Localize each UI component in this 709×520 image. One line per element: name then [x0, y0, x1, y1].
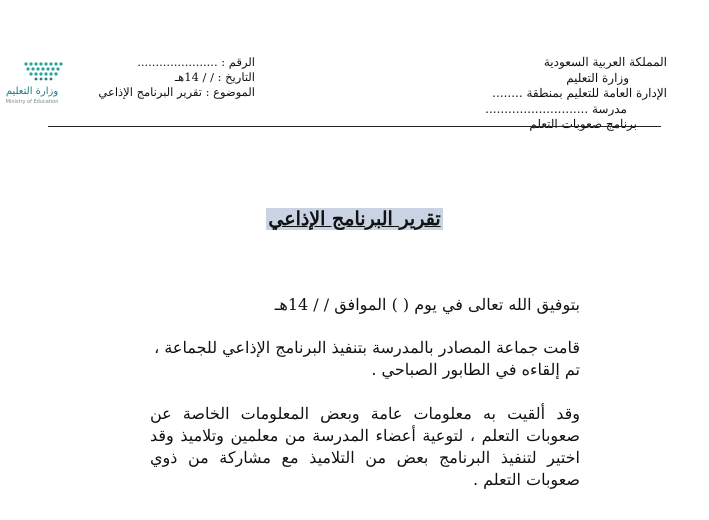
logo-text: وزارة التعليم [5, 86, 59, 97]
report-title [0, 208, 709, 230]
report-body [150, 294, 580, 491]
ministry-logo-icon [22, 60, 68, 82]
reference-subject: الموضوع : تقرير البرنامج الإذاعي [98, 85, 255, 99]
header-divider [48, 126, 661, 127]
report-paragraph-execution: قامت جماعة المصادر بالمدرسة بتنفيذ البرنامج الإذاعي للجماعة ، تم إلقاءه في الطابور الصباحي . [154, 338, 580, 379]
header-directorate: الإدارة العامة للتعليم بمنطقة ........ [492, 86, 667, 100]
header-ministry: وزارة التعليم [566, 70, 629, 85]
reference-number: الرقم : ...................... [137, 55, 255, 69]
header-kingdom: المملكة العربية السعودية [543, 55, 667, 69]
header-school-info [407, 55, 667, 133]
reference-date: التاريخ : / / 14هـ [174, 70, 255, 84]
header-program: برنامج صعوبات التعلم [529, 117, 637, 131]
ministry-logo [0, 58, 78, 104]
report-title-text: تقرير البرنامج الإذاعي [268, 208, 441, 230]
logo-subtext: Ministry of Education [5, 99, 59, 105]
report-paragraph-date: بتوفيق الله تعالى في يوم ( ) الموافق / / 14هـ [274, 295, 580, 314]
header-school: مدرسة ........................... [485, 101, 627, 116]
report-paragraph-content: وقد ألقيت به معلومات عامة وبعض المعلومات الخاصة عن صعوبات التعلم ، لتوعية أعضاء المدرسة من معلمين وتلاميذ وقد اختير لتنفيذ البرنامج بعض من التلاميذ مع مشاركة من ذوي صعوبات التعلم . [150, 404, 581, 489]
header-reference-info [80, 55, 255, 100]
